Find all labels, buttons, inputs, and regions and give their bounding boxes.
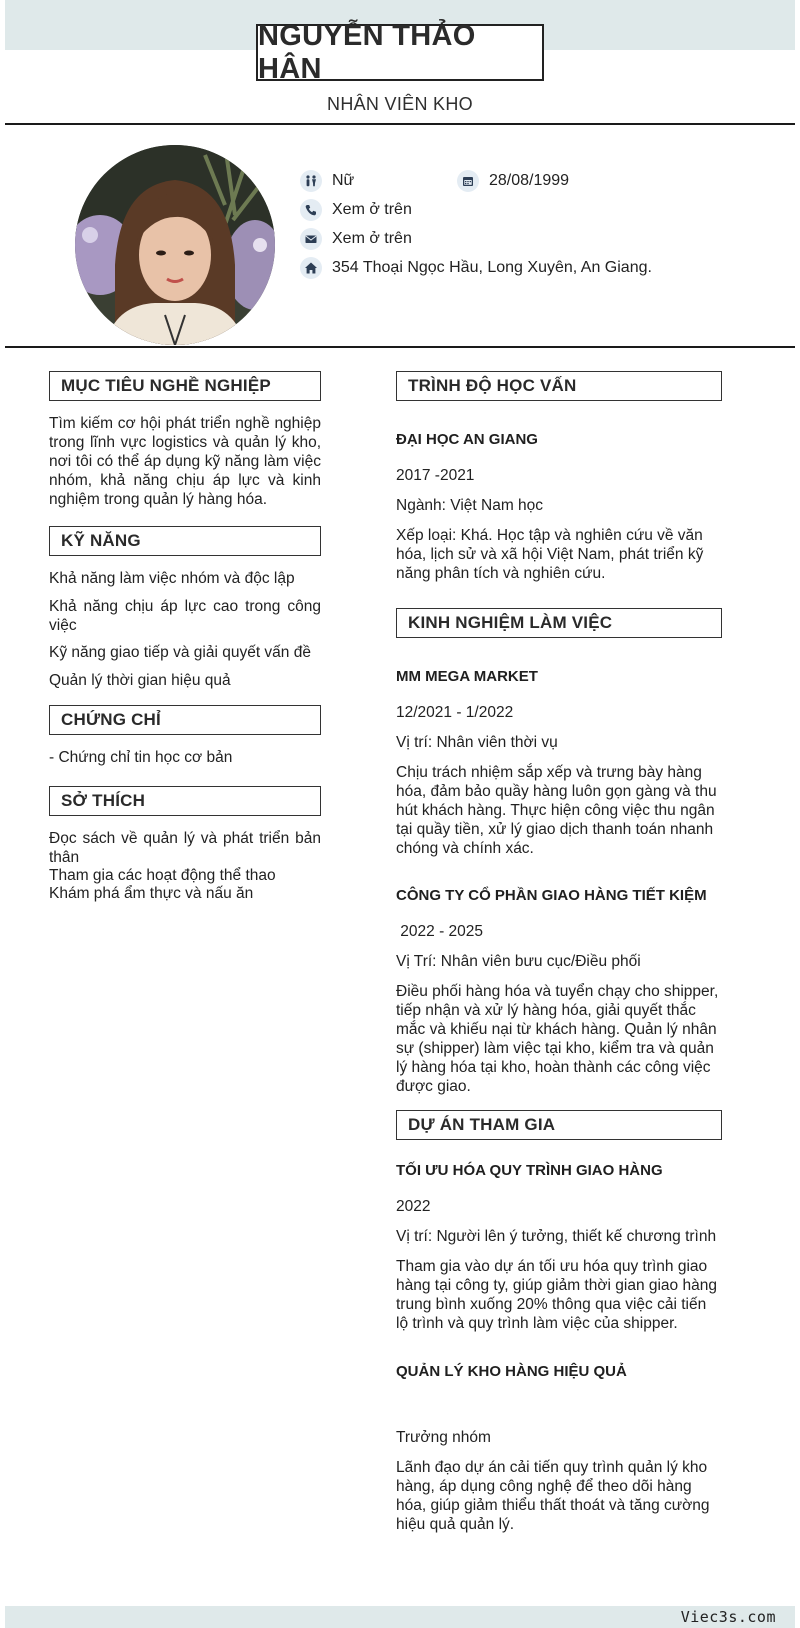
profile-divider bbox=[5, 346, 795, 348]
education-period: 2017 -2021 bbox=[396, 467, 475, 484]
birthday-value: 28/08/1999 bbox=[489, 172, 570, 189]
watermark: Viec3s.com bbox=[680, 1608, 776, 1626]
project-year: 2022 bbox=[396, 1198, 431, 1215]
projects-heading: DỰ ÁN THAM GIA bbox=[396, 1110, 722, 1140]
address-value: 354 Thoại Ngọc Hầu, Long Xuyên, An Giang. bbox=[332, 259, 652, 276]
project-role: Vị trí: Người lên ý tưởng, thiết kế chương trình bbox=[396, 1228, 717, 1245]
project-name: TỐI ƯU HÓA QUY TRÌNH GIAO HÀNG bbox=[396, 1162, 663, 1179]
skill-item: Kỹ năng giao tiếp và giải quyết vấn đề bbox=[49, 644, 311, 661]
education-description: Xếp loại: Khá. Học tập và nghiên cứu về văn hóa, lịch sử và xã hội Việt Nam, phát triển kỹ năng phân tích và nghiên cứu. bbox=[396, 527, 704, 582]
project-role: Trưởng nhóm bbox=[396, 1429, 491, 1446]
education-heading: TRÌNH ĐỘ HỌC VẤN bbox=[396, 371, 722, 401]
gender-icon bbox=[300, 170, 322, 192]
avatar bbox=[75, 145, 275, 345]
phone-icon bbox=[300, 199, 322, 221]
birthday-row bbox=[457, 170, 569, 192]
skills-heading: KỸ NĂNG bbox=[49, 526, 321, 556]
job-period: 12/2021 - 1/2022 bbox=[396, 704, 514, 721]
school-name: ĐẠI HỌC AN GIANG bbox=[396, 431, 538, 448]
email-value: Xem ở trên bbox=[332, 230, 412, 247]
home-icon bbox=[300, 257, 322, 279]
job-position: Vị trí: Nhân viên thời vụ bbox=[396, 734, 558, 751]
name-box bbox=[256, 19, 544, 85]
hobby-item: Đọc sách về quản lý và phát triển bản thân bbox=[49, 830, 321, 866]
hobby-item: Tham gia các hoạt động thể thao bbox=[49, 867, 276, 884]
mail-icon bbox=[300, 228, 322, 250]
certificates-heading: CHỨNG CHỈ bbox=[49, 705, 321, 735]
job-period: 2022 - 2025 bbox=[396, 923, 484, 940]
skill-item: Quản lý thời gian hiệu quả bbox=[49, 672, 231, 689]
skill-item: Khả năng làm việc nhóm và độc lập bbox=[49, 570, 295, 587]
phone-value: Xem ở trên bbox=[332, 201, 412, 218]
objective-heading: MỤC TIÊU NGHỀ NGHIỆP bbox=[49, 371, 321, 401]
education-major: Ngành: Việt Nam học bbox=[396, 497, 544, 514]
candidate-name: NGUYỄN THẢO HÂN bbox=[258, 19, 476, 85]
objective-text: Tìm kiếm cơ hội phát triển nghề nghiệp trong lĩnh vực logistics và quản lý kho, nơi tôi có thể áp dụng kỹ năng làm việc nhóm, khả năng chịu áp lực và kinh nghiệm trong quản lý hàng hóa. bbox=[49, 415, 321, 508]
hobby-item: Khám phá ẩm thực và nấu ăn bbox=[49, 885, 254, 902]
certificate-item: - Chứng chỉ tin học cơ bản bbox=[49, 749, 233, 766]
project-description: Lãnh đạo dự án cải tiến quy trình quản lý kho hàng, áp dụng công nghệ để theo dõi hàng hóa, giúp giảm thiểu thất thoát và tăng cường hiệu quả quản lý. bbox=[396, 1459, 710, 1533]
job-description: Chịu trách nhiệm sắp xếp và trưng bày hàng hóa, đảm bảo quầy hàng luôn gọn gàng và thu hút khách hàng. Thực hiện công việc thu ngân tại quầy tiền, xử lý giao dịch thanh toán nhanh chóng và chính xác. bbox=[396, 764, 717, 857]
address-row bbox=[300, 257, 652, 279]
email-row bbox=[300, 228, 412, 250]
job-description: Điều phối hàng hóa và tuyển chạy cho shipper, tiếp nhận và xử lý hàng hóa, giải quyết thắc mắc và khiếu nại từ khách hàng. Quản lý nhân sự (shipper) làm việc tại kho, kiểm tra và quản lý hàng hóa tại kho, hoàn thành các công việc được giao. bbox=[396, 983, 719, 1095]
company-name: MM MEGA MARKET bbox=[396, 668, 538, 685]
footer-band bbox=[5, 1606, 795, 1628]
calendar-icon bbox=[457, 170, 479, 192]
experience-heading: KINH NGHIỆM LÀM VIỆC bbox=[396, 608, 722, 638]
header-divider bbox=[5, 123, 795, 125]
job-title: NHÂN VIÊN KHO bbox=[327, 94, 473, 114]
avatar-photo bbox=[75, 145, 275, 345]
job-position: Vị Trí: Nhân viên bưu cục/Điều phối bbox=[396, 953, 641, 970]
company-name: CÔNG TY CỔ PHẦN GIAO HÀNG TIẾT KIỆM bbox=[396, 887, 707, 904]
phone-row bbox=[300, 199, 412, 221]
skill-item: Khả năng chịu áp lực cao trong công việc bbox=[49, 598, 321, 634]
project-description: Tham gia vào dự án tối ưu hóa quy trình giao hàng tại công ty, giúp giảm thời gian giao hàng trung bình xuống 20% thông qua việc cải tiến lộ trình và quy trình làm việc của shipper. bbox=[396, 1258, 717, 1332]
gender-row bbox=[300, 170, 354, 192]
project-name: QUẢN LÝ KHO HÀNG HIỆU QUẢ bbox=[396, 1363, 627, 1380]
hobbies-heading: SỞ THÍCH bbox=[49, 786, 321, 816]
gender-value: Nữ bbox=[332, 172, 355, 189]
